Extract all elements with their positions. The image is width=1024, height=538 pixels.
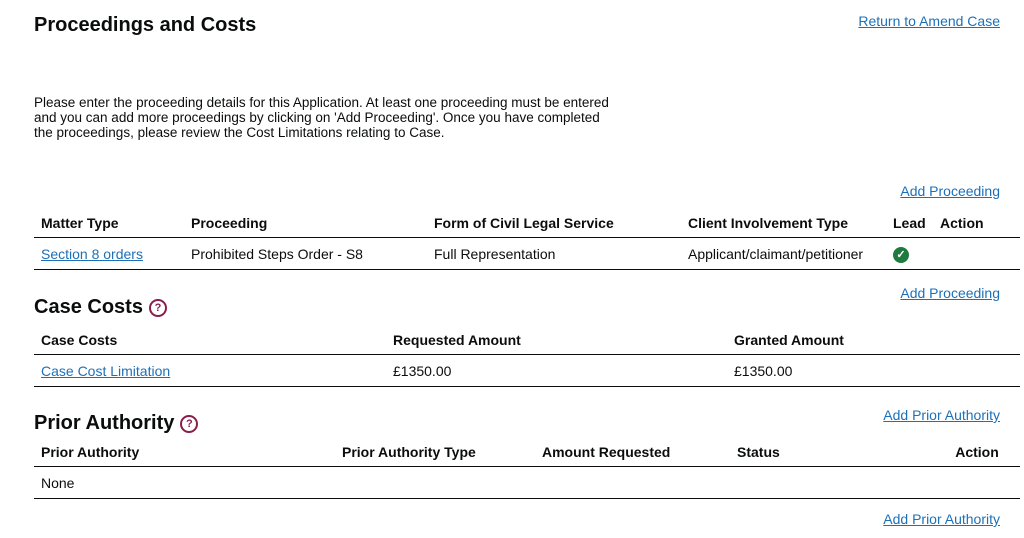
header-status: Status <box>730 438 927 467</box>
prior-authority-none-cell: None <box>34 467 1020 499</box>
add-proceeding-link-bottom[interactable]: Add Proceeding <box>900 285 1000 301</box>
proceedings-header-row <box>34 209 1020 238</box>
form-cell: Full Representation <box>427 238 681 270</box>
header-proceeding: Proceeding <box>184 209 427 238</box>
header-requested-amount: Requested Amount <box>386 326 727 355</box>
case-costs-header-row <box>34 326 1020 355</box>
header-client-involvement: Client Involvement Type <box>681 209 886 238</box>
prior-authority-title-text: Prior Authority <box>34 412 175 434</box>
table-row <box>34 355 1020 387</box>
add-prior-authority-link-top[interactable]: Add Prior Authority <box>883 407 1000 423</box>
prior-authority-header-row <box>34 438 1020 467</box>
header-case-costs: Case Costs <box>34 326 386 355</box>
matter-type-cell <box>34 238 184 270</box>
header-action: Action <box>927 438 1020 467</box>
header-granted-amount: Granted Amount <box>727 326 1020 355</box>
check-circle-icon: ✓ <box>893 247 909 263</box>
proceeding-cell: Prohibited Steps Order - S8 <box>184 238 427 270</box>
header-action: Action <box>933 209 1020 238</box>
add-prior-authority-link-bottom[interactable]: Add Prior Authority <box>883 511 1000 527</box>
help-icon[interactable]: ? <box>180 415 198 433</box>
case-cost-limitation-link[interactable]: Case Cost Limitation <box>41 362 171 379</box>
help-icon[interactable]: ? <box>149 299 167 317</box>
header-amount-requested: Amount Requested <box>535 438 730 467</box>
header-prior-authority: Prior Authority <box>34 438 335 467</box>
prior-authority-title <box>34 412 198 435</box>
case-costs-table <box>34 326 1020 387</box>
requested-amount-cell: £1350.00 <box>386 355 727 387</box>
case-costs-title <box>34 296 167 319</box>
case-cost-name-cell <box>34 355 386 387</box>
header-form-of-service: Form of Civil Legal Service <box>427 209 681 238</box>
client-involvement-cell: Applicant/claimant/petitioner <box>681 238 886 270</box>
header-prior-authority-type: Prior Authority Type <box>335 438 535 467</box>
proceedings-table <box>34 209 1020 270</box>
add-proceeding-link-top[interactable]: Add Proceeding <box>900 183 1000 199</box>
table-row <box>34 238 1020 270</box>
matter-type-link[interactable]: Section 8 orders <box>41 245 143 262</box>
case-costs-title-text: Case Costs <box>34 296 143 318</box>
table-row <box>34 467 1020 499</box>
header-matter-type: Matter Type <box>34 209 184 238</box>
prior-authority-table <box>34 438 1020 499</box>
granted-amount-cell: £1350.00 <box>727 355 1020 387</box>
intro-text: Please enter the proceeding details for this Application. At least one proceeding must be entered and you can add more proceedings by clicking on 'Add Proceeding'. Once you have completed the proceedings, please review the Cost Limitations relating to Case. <box>34 95 609 140</box>
return-to-amend-case-link[interactable]: Return to Amend Case <box>858 13 1000 29</box>
action-cell <box>933 238 1020 270</box>
header-lead: Lead <box>886 209 933 238</box>
lead-cell <box>886 238 933 270</box>
page-title: Proceedings and Costs <box>34 14 257 36</box>
